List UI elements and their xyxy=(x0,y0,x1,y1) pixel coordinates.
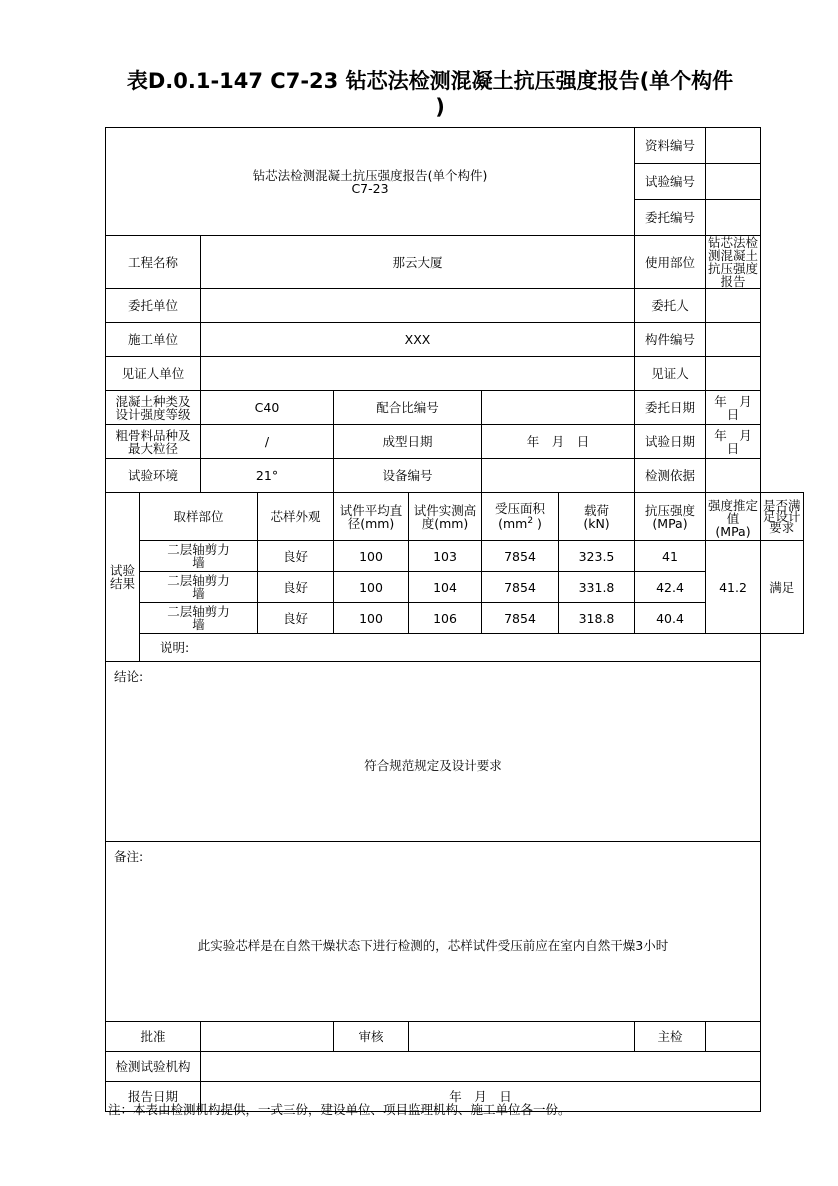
test-date-label: 试验日期 xyxy=(635,425,706,459)
row-location-line-1: 二层轴剪力 xyxy=(167,542,230,557)
row-appearance[interactable]: 良好 xyxy=(258,572,334,603)
row-height[interactable]: 106 xyxy=(409,603,482,634)
col-header-appearance: 芯样外观 xyxy=(258,493,334,541)
col-header-area-line-1: 受压面积 xyxy=(494,501,545,517)
row-strength[interactable]: 42.4 xyxy=(635,572,706,603)
agency-label: 检测试验机构 xyxy=(106,1052,201,1082)
doc-no-field[interactable] xyxy=(706,128,761,164)
col-header-meets xyxy=(761,493,804,541)
col-header-strength-line-1: 抗压强度 xyxy=(644,502,695,518)
basis-label: 检测依据 xyxy=(635,459,706,493)
agency-field[interactable] xyxy=(201,1052,761,1082)
row-appearance[interactable]: 良好 xyxy=(258,541,334,572)
row-location-line-2: 墙 xyxy=(192,586,205,601)
form-title: 钻芯法检测混凝土抗压强度报告(单个构件) xyxy=(252,167,488,183)
witness-unit-label: 见证人单位 xyxy=(106,357,201,391)
row-location xyxy=(140,572,258,603)
entruster-field[interactable] xyxy=(706,289,761,323)
col-header-load-line-1: 载荷 xyxy=(583,502,609,518)
row-location-line-2: 墙 xyxy=(192,617,205,632)
row-load[interactable]: 331.8 xyxy=(559,572,635,603)
test-date-field[interactable]: 年 月 日 xyxy=(706,425,761,459)
environment-label: 试验环境 xyxy=(106,459,201,493)
row-height[interactable]: 103 xyxy=(409,541,482,572)
row-location-line-1: 二层轴剪力 xyxy=(167,604,230,619)
test-no-label: 试验编号 xyxy=(635,164,706,200)
mix-no-label: 配合比编号 xyxy=(334,391,482,425)
row-strength[interactable]: 41 xyxy=(635,541,706,572)
witness-unit-field[interactable] xyxy=(201,357,635,391)
table-row xyxy=(106,572,804,603)
row-location-line-2: 墙 xyxy=(192,555,205,570)
row-area[interactable]: 7854 xyxy=(482,541,559,572)
witness-field[interactable] xyxy=(706,357,761,391)
page-title xyxy=(60,68,800,120)
row-diameter[interactable]: 100 xyxy=(334,603,409,634)
col-header-height-line-1: 试件实测高 xyxy=(413,502,477,518)
mix-no-field[interactable] xyxy=(482,391,635,425)
usage-label: 使用部位 xyxy=(635,236,706,289)
report-form xyxy=(105,127,804,1112)
basis-field[interactable] xyxy=(706,459,761,493)
equipment-label: 设备编号 xyxy=(334,459,482,493)
title-line-1: 表D.0.1-147 C7-23 钻芯法检测混凝土抗压强度报告(单个构件 xyxy=(126,69,734,93)
entruster-label: 委托人 xyxy=(635,289,706,323)
col-header-diameter-line-2: 径(mm) xyxy=(347,515,395,531)
row-diameter[interactable]: 100 xyxy=(334,572,409,603)
member-no-label: 构件编号 xyxy=(635,323,706,357)
col-header-meets-line-3: 要求 xyxy=(769,520,795,535)
col-header-diameter xyxy=(334,493,409,541)
col-header-meets-line-1: 是否满 xyxy=(763,498,801,513)
form-code: C7-23 xyxy=(351,180,389,196)
col-header-area xyxy=(482,493,559,541)
concrete-label xyxy=(106,391,201,425)
col-header-location: 取样部位 xyxy=(140,493,258,541)
row-strength[interactable]: 40.4 xyxy=(635,603,706,634)
col-header-area-superscript: 2 xyxy=(527,516,534,527)
results-label-line-2: 结果 xyxy=(109,576,135,591)
forming-date-label: 成型日期 xyxy=(334,425,482,459)
remarks-label: 备注: xyxy=(114,849,144,864)
concrete-label-line-1: 混凝土种类及 xyxy=(115,393,191,409)
contractor-label: 施工单位 xyxy=(106,323,201,357)
meets-requirement[interactable]: 满足 xyxy=(761,541,804,634)
col-header-area-line-2 xyxy=(484,515,556,530)
row-load[interactable]: 323.5 xyxy=(559,541,635,572)
row-area[interactable]: 7854 xyxy=(482,603,559,634)
member-no-field[interactable] xyxy=(706,323,761,357)
aggregate-label xyxy=(106,425,201,459)
table-row xyxy=(106,603,804,634)
col-header-height xyxy=(409,493,482,541)
test-no-field[interactable] xyxy=(706,164,761,200)
witness-label: 见证人 xyxy=(635,357,706,391)
review-label: 审核 xyxy=(334,1022,409,1052)
aggregate-label-line-1: 粗骨料品种及 xyxy=(115,427,191,443)
row-location xyxy=(140,603,258,634)
explain-label: 说明: xyxy=(160,640,190,655)
aggregate-field[interactable]: / xyxy=(201,425,334,459)
chief-label: 主检 xyxy=(635,1022,706,1052)
col-header-area-unit: (mm xyxy=(498,516,528,532)
row-location xyxy=(140,541,258,572)
row-diameter[interactable]: 100 xyxy=(334,541,409,572)
explain-cell[interactable] xyxy=(140,634,761,662)
usage-field[interactable]: 钻芯法检测混凝土抗压强度报告 xyxy=(706,236,761,289)
conclusion-cell[interactable] xyxy=(106,662,761,842)
project-field[interactable]: 那云大厦 xyxy=(201,236,635,289)
col-header-meets-line-2: 足设计 xyxy=(763,509,801,524)
entrust-no-field[interactable] xyxy=(706,200,761,236)
strength-estimate[interactable]: 41.2 xyxy=(706,541,761,634)
remarks-cell[interactable] xyxy=(106,842,761,1022)
remarks-text: 此实验芯样是在自然干燥状态下进行检测的，芯样试件受压前应在室内自然干燥3小时 xyxy=(197,938,669,953)
row-load[interactable]: 318.8 xyxy=(559,603,635,634)
client-field[interactable] xyxy=(201,289,635,323)
environment-field[interactable]: 21° xyxy=(201,459,334,493)
contractor-field[interactable]: XXX xyxy=(201,323,635,357)
form-header xyxy=(106,128,635,236)
col-header-load xyxy=(559,493,635,541)
row-area[interactable]: 7854 xyxy=(482,572,559,603)
col-header-estimate-line-2: (MPa) xyxy=(715,524,751,539)
col-header-height-line-2: 度(mm) xyxy=(421,515,469,531)
project-label: 工程名称 xyxy=(106,236,201,289)
review-field[interactable] xyxy=(409,1022,635,1052)
forming-date-field[interactable]: 年 月 日 xyxy=(482,425,635,459)
conclusion-label: 结论: xyxy=(114,669,144,684)
approve-label: 批准 xyxy=(106,1022,201,1052)
equipment-field[interactable] xyxy=(482,459,635,493)
aggregate-label-line-2: 最大粒径 xyxy=(127,440,178,456)
table-row xyxy=(106,541,804,572)
col-header-estimate-line-1: 强度推定值 xyxy=(708,498,759,526)
conclusion-text: 符合规范规定及设计要求 xyxy=(364,758,502,773)
entrust-no-label: 委托编号 xyxy=(635,200,706,236)
footnote: 注：本表由检测机构提供，一式三份，建设单位、项目监理机构、施工单位各一份。 xyxy=(108,1102,571,1117)
results-section-label xyxy=(106,493,140,662)
col-header-area-close: ) xyxy=(533,516,542,532)
col-header-strength-line-2: (MPa) xyxy=(652,515,688,531)
doc-no-label: 资料编号 xyxy=(635,128,706,164)
col-header-load-line-2: (kN) xyxy=(583,515,610,531)
concrete-label-line-2: 设计强度等级 xyxy=(115,406,191,422)
results-label-line-1: 试验 xyxy=(109,563,135,578)
report-date-field[interactable]: 年 月 日 xyxy=(201,1082,761,1112)
col-header-diameter-line-1: 试件平均直 xyxy=(339,502,403,518)
chief-field[interactable] xyxy=(706,1022,761,1052)
concrete-field[interactable]: C40 xyxy=(201,391,334,425)
approve-field[interactable] xyxy=(201,1022,334,1052)
client-label: 委托单位 xyxy=(106,289,201,323)
col-header-strength xyxy=(635,493,706,541)
row-height[interactable]: 104 xyxy=(409,572,482,603)
entrust-date-label: 委托日期 xyxy=(635,391,706,425)
entrust-date-field[interactable]: 年 月 日 xyxy=(706,391,761,425)
row-appearance[interactable]: 良好 xyxy=(258,603,334,634)
row-location-line-1: 二层轴剪力 xyxy=(167,573,230,588)
report-date-label: 报告日期 xyxy=(106,1082,201,1112)
title-line-2: ) xyxy=(435,95,445,119)
col-header-estimate xyxy=(706,493,761,541)
